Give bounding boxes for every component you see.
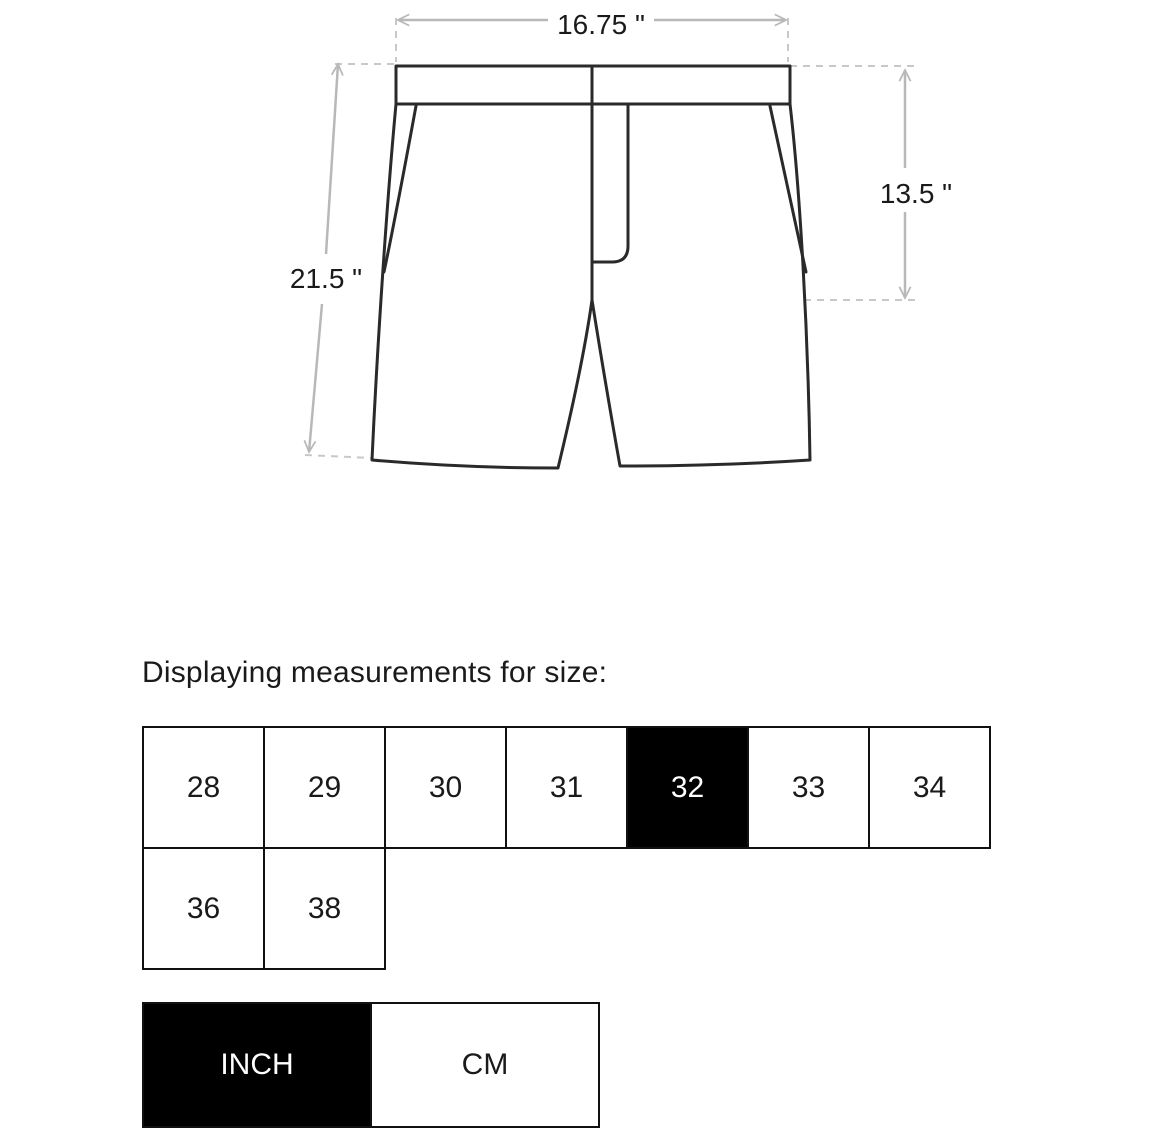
size-option-29[interactable]: 29: [263, 726, 386, 849]
waist-width-label: 16.75 ": [557, 9, 645, 40]
outseam-dimension: [290, 64, 362, 452]
shorts-outline: [372, 66, 810, 468]
size-option-36[interactable]: 36: [142, 847, 265, 970]
rise-label: 13.5 ": [879, 178, 953, 209]
size-caption: Displaying measurements for size:: [142, 656, 608, 689]
size-row: [142, 847, 1006, 970]
size-option-33[interactable]: 33: [747, 726, 870, 849]
waist-width-dimension: [398, 9, 786, 40]
size-option-28[interactable]: 28: [142, 726, 265, 849]
rise-dimension: [880, 70, 952, 298]
unit-cm-button[interactable]: CM: [370, 1002, 600, 1128]
size-option-38[interactable]: 38: [263, 847, 386, 970]
size-option-34[interactable]: 34: [868, 726, 991, 849]
unit-inch-button[interactable]: INCH: [142, 1002, 372, 1128]
size-selector: [142, 726, 1006, 970]
size-row: [142, 726, 1006, 849]
unit-toggle: [142, 1002, 600, 1128]
size-option-32[interactable]: 32: [626, 726, 749, 849]
size-option-31[interactable]: 31: [505, 726, 628, 849]
outseam-label: 21.5 ": [289, 263, 363, 294]
size-option-30[interactable]: 30: [384, 726, 507, 849]
shorts-measurement-diagram: [0, 0, 1170, 560]
